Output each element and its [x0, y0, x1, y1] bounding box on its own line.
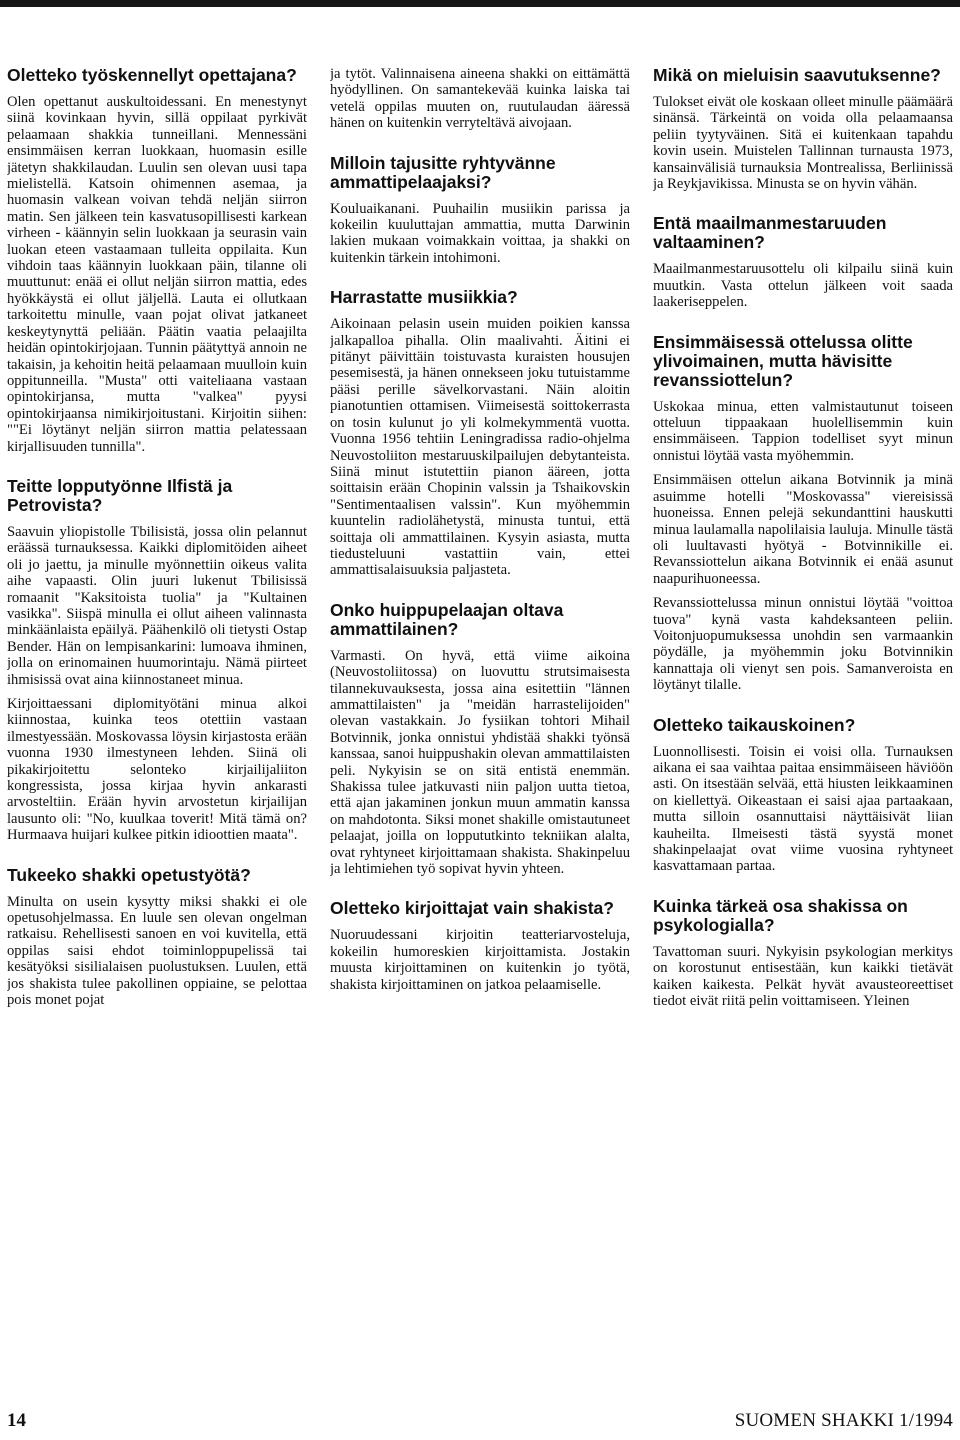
answer-paragraph: Tulokset eivät ole koskaan olleet minulle päämäärä sinänsä. Tärkeintä on voida olla pelaamaansa peliin tyytyväinen. Sitä ei kuitenkaan tapahdu kovin usein. Muistelen Tallinnan turnausta 1973, kansainvälisiä turnauksia Montrealissa, Berliinissä ja Reykjavikissa. Minusta se on hyvin vähän. — [653, 94, 953, 193]
answer-paragraph: Luonnollisesti. Toisin ei voisi olla. Turnauksen aikana ei saa vaihtaa paitaa ensimmäiseen häviöön asti. On itsestään selvää, että hiusten leikkaaminen on kiellettyä. Oikeastaan ei saisi ajaa partaakaan, mutta silloin osannuttaisi näyttäisivät liian kauheilta. Ilmeisesti tästä syystä monet shakinpelaajat ovat viime vuosina ryhtyneet kasvattamaan partaa. — [653, 743, 953, 875]
answer-paragraph: Tavattoman suuri. Nykyisin psykologian merkitys on korostunut entisestään, kun kaikki tietävät kaiken kaikesta. Pelkät hyvät avausteoreettiset tiedot eivät riitä pelin voittamiseen. Yleinen — [653, 943, 953, 1010]
qa-section — [653, 897, 953, 1010]
question-heading: Milloin tajusitte ryhtyvänne ammattipelaajaksi? — [330, 152, 556, 192]
qa-section — [330, 288, 630, 579]
column-1 — [7, 66, 307, 1396]
answer-paragraph: Kouluaikanani. Puuhailin musiikin parissa ja kokeilin kuuluttajan ammattia, mutta Darwinin lakien mukaan voimakkain voittaa, ja shakki on kuitenkin tärkein intohimoni. — [330, 200, 630, 266]
qa-section — [653, 716, 953, 875]
qa-section — [653, 214, 953, 310]
question-heading: Onko huippupelaajan oltava ammattilainen? — [330, 599, 564, 639]
column-2 — [330, 66, 630, 1396]
qa-section — [653, 66, 953, 192]
answer-paragraph: Revanssiottelussa minun onnistui löytää "voittoa tuova" kynä vasta kahdeksanteen peliin. Voitonjuopumuksessa unohdin sen varmaankin pöydälle, ja myöhemmin joku Botvinnikin kannattaja oli vienyt sen pois. Samanveroista en löytänyt tilalle. — [653, 595, 953, 694]
article-columns — [7, 66, 953, 1396]
question-heading: Kuinka tärkeä osa shakissa on psykologialla? — [653, 895, 908, 935]
answer-paragraph: Maailmanmestaruusottelu oli kilpailu siinä kuin muutkin. Vasta ottelun jälkeen voit saada laakeriseppelen. — [653, 261, 953, 311]
question-heading: Ensimmäisessä ottelussa olitte ylivoimainen, mutta hävisitte revanssiottelun? — [653, 331, 913, 390]
qa-section — [7, 66, 307, 455]
qa-section — [653, 333, 953, 694]
qa-section — [330, 601, 630, 878]
question-heading: Harrastatte musiikkia? — [330, 287, 518, 308]
question-heading: Oletteko kirjoittajat vain shakista? — [330, 898, 614, 919]
answer-paragraph: Aikoinaan pelasin usein muiden poikien kanssa jalkapalloa pihalla. Olin maalivahti. Äitini ei pitänyt päivittäin toistuvasta kuraisten housujen pesemisestä, ja hänen onnekseen joku tutuistamme pääsi perille sävelkorvastani. Näin aloitin pianotuntien ottamisen. Viimeisestä soittokerrasta on tosin kulunut jo yli kolmekymmentä vuotta. Vuonna 1956 tehtiin Leningradissa radio-ohjelma Neuvostoliiton mestaruuskilpailujen debytanteista. Siinä minut istutettiin pianon ääreen, jotta soittaisin erään Chopinin valssin ja Tshaikovskin "Sentimentaalisen valssin". Kun myöhemmin kuuntelin radiolähetystä, minusta tuntui, että soittaja oli ammattilainen. Kysyin asiasta, mutta tiedusteluuni vastattiin vain, ettei ammattisalaisuuksia paljasteta. — [330, 316, 630, 579]
qa-section — [7, 477, 307, 844]
answer-paragraph: Varmasti. On hyvä, että viime aikoina (Neuvostoliitossa) on luovuttu strutsimaisesta tilannekuvauksesta, jossa aina esitettiin "lännen ammattilaisten" ja "meidän harrastelijoiden" olevan vastakkain. Jo fysiikan tohtori Mihail Botvinnik, jonka onnistui yhdistää shakki työnsä kanssaa, sanoi huippushakin olevan ammattilaisten peli. Nykyisin se on sitä entistä enemmän. Shakissa tulee jatkuvasti niin paljon uutta tietoa, että ajan jakaminen jonkun muun ammatin kanssa on mahdotonta. Siksi monet shakille omistautuneet pelaajat, joilla on loppututkinto tekniikan alalta, ovat ryhtyneet kirjoittamaan shakista. Shakinpeluu ja lehtimiehen työ sopivat hyvin yhteen. — [330, 647, 630, 878]
qa-section — [330, 154, 630, 267]
magazine-issue: SUOMEN SHAKKI 1/1994 — [734, 1410, 953, 1431]
question-heading: Oletteko työskennellyt opettajana? — [7, 66, 297, 85]
top-rule — [0, 0, 960, 7]
question-heading: Oletteko taikauskoinen? — [653, 714, 856, 735]
answer-paragraph: Kirjoittaessani diplomityötäni minua alkoi kiinnostaa, kuinka teos otettiin vastaan ilmestyessään. Moskovassa löysin kirjastosta erään vuonna 1930 ilmestyneen lehden. Siinä oli pikakirjoitettu selonteko kirjailijaliiton kongressista, jossa kirjaa hyvin ankarasti arvosteltiin. Erään hyvin arvostetun kirjailijan lausunto oli: "No, kuulkaa toverit! Mitä tämä on? Hurmaava huijari kulkee pitkin idioottien maata". — [7, 696, 307, 844]
question-heading: Teitte lopputyönne Ilfistä ja Petrovista? — [7, 475, 233, 515]
answer-paragraph: Saavuin yliopistolle Tbilisistä, jossa olin pelannut eräässä turnauksessa. Kaikki diplomitöiden aiheet oli jo jaettu, ja minulle myönnettiin oikeus valita aihe vapaasti. Olin juuri lukenut Tbilisissä romaanit "Kaksitoista tuolia" ja "Kultainen vasikka". Siispä minulla ei ollut aiheen valinnasta minkäänlaista epäilyä. Päähenkilö oli tietysti Ostap Bender. Hän on lempisankarini: lumoava ihminen, jolla on erinomainen huumorintaju. Nämä piirteet ihmisissä ovat aina kiinnostaneet minua. — [7, 523, 307, 688]
page-number: 14 — [7, 1410, 26, 1431]
column-3 — [653, 66, 953, 1396]
question-heading: Entä maailmanmestaruuden valtaaminen? — [653, 213, 887, 253]
question-heading: Mikä on mieluisin saavutuksenne? — [653, 66, 941, 85]
qa-section — [330, 899, 630, 993]
answer-paragraph: Olen opettanut auskultoidessani. En menestynyt siinä kovinkaan hyvin, sillä oppilaat pyrkivät pelaamaan shakkia tunneillani. Mennessäni ensimmäisen kerran luokkaan, huomasin esille jätetyn shakkilaudan. Luulin sen olevan uusi tapa mielistellä. Katsoin ohimennen asemaa, ja huomasin valkean voivan tehdä neljän siirron matin. Sen jälkeen tein kasvatusopillisesti karkean virheen - käännyin selin luokkaan ja seurasin vain luokan eteen vastaamaan tulleita oppilaita. Kun vihdoin taas käännyin luokkaan päin, tilanne oli muuttunut: enää ei ollut neljän siirron mattia, edes hyökkäystä ei ollut jäljellä. Lauta ei ollutkaan tarkoitettu minulle, vaan pojat olivat jatkaneet keskeytynyttä peliään. Päätin vaatia pelaajilta heidän opintokirjojaan. Tunnin päätyttyä annoin ne takaisin, ja kehoitin heitä pelaamaan muulloin kuin oppitunneilla. "Musta" otti vaiteliaana vastaan opintokirjansa, mutta "valkea" pyysi opintokirjaansa nimikirjoitustani. Kirjoitin siihen: ""Ei löytänyt neljän siirron mattia pelatessaan kirjallisuuden tunnilla". — [7, 94, 307, 455]
qa-section — [330, 66, 630, 132]
qa-section — [7, 866, 307, 1009]
answer-paragraph: Nuoruudessani kirjoitin teatteriarvosteluja, kokeilin humoreskien kirjoittamista. Jostakin muusta kirjoittaminen on kuitenkin jo työtä, shakista kirjoittaminen on jatkoa pelaamiselle. — [330, 927, 630, 993]
page-footer — [0, 1410, 960, 1438]
question-heading: Tukeeko shakki opetustyötä? — [7, 864, 251, 885]
answer-paragraph: Minulta on usein kysytty miksi shakki ei ole opetusohjelmassa. En luule sen olevan ongelman ratkaisu. Rehellisesti sanoen en voi kuvitella, että oppilas saisi ehdot toiminloppupelissä tai kesätyöksi sisilialaisen puolustuksen. Luulen, että jos shakista tulee pakollinen oppiaine, se pelottaa pois monet pojat — [7, 893, 307, 1009]
answer-paragraph: Uskokaa minua, etten valmistautunut toiseen otteluun tippaakaan huolellisemmin kuin ensimmäiseen. Tappion todelliset syyt minun onnistui löytää vasta myöhemmin. — [653, 398, 953, 464]
answer-paragraph: ja tytöt. Valinnaisena aineena shakki on eittämättä hyödyllinen. On samantekevää kuinka laiska tai vetelä oppilas muuten on, ruutulaudan ääressä hänen on kuitenkin verryteltävä aivojaan. — [330, 66, 630, 132]
answer-paragraph: Ensimmäisen ottelun aikana Botvinnik ja minä asuimme hotelli "Moskovassa" viereisissä huoneissa. Ennen pelejä sekundanttini hauskutti minua laulamalla napolilaisia lauluja. Minulle tästä oli luultavasti hyötyä - Botvinnikille ei. Revanssiottelun aikana Botvinnik ei enää asunut naapurihuoneessa. — [653, 472, 953, 587]
